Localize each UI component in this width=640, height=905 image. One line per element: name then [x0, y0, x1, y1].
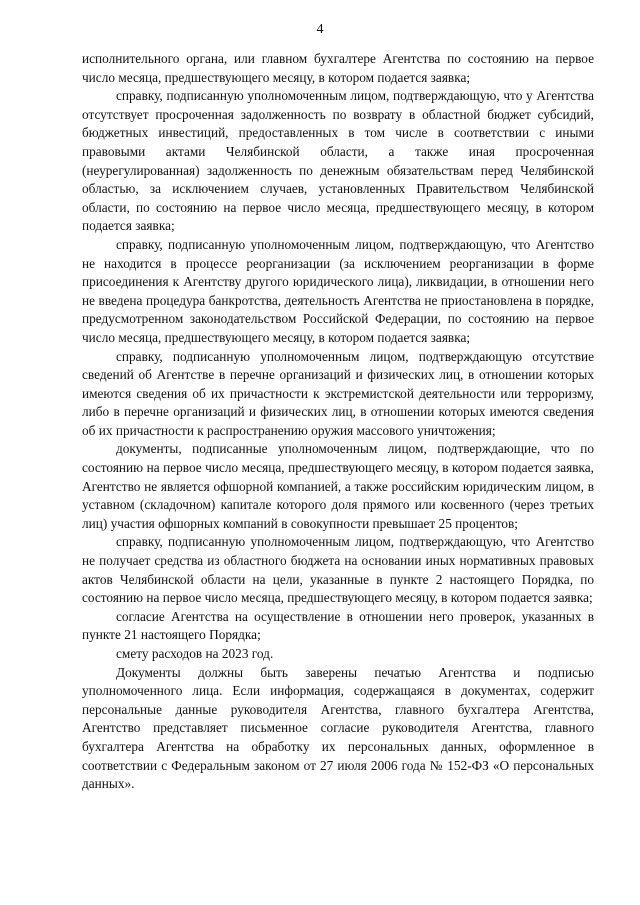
paragraph-continuation: исполнительного органа, или главном бухгалтере Агентства по состоянию на первое число месяца, предшествующего месяцу, в котором подается заявка; [82, 51, 594, 85]
page-number: 4 [316, 22, 324, 37]
paragraph-offshore-documents: документы, подписанные уполномоченным лицом, подтверждающие, что по состоянию на первое число месяца, предшествующего месяцу, в котором подается заявка, Агентство не является офшорной компанией, а также российским юридическим лицом, в уставном (складочном) капитале которого доля прямого или косвенного (через третьих лиц) участия офшорных компаний в совокупности превышает 25 процентов; [82, 441, 594, 531]
paragraph-reorganization-certificate: справку, подписанную уполномоченным лицом, подтверждающую, что Агентство не находится в процессе реорганизации (за исключением реорганизации в форме присоединения к Агентству другого юридического лица), ликвидации, в отношении него не введена процедура банкротства, деятельность Агентства не приостановлена в порядке, предусмотренном законодательством Российской Федерации, по состоянию на первое число месяца, предшествующего месяцу, в котором подается заявка; [82, 236, 594, 345]
paragraph-cost-estimate: смету расходов на 2023 год. [116, 646, 274, 661]
paragraph-inspection-consent: согласие Агентства на осуществление в отношении него проверок, указанных в пункте 21 настоящего Порядка; [82, 608, 594, 643]
paragraph-arrears-certificate: справку, подписанную уполномоченным лицом, подтверждающую, что у Агентства отсутствует просроченная задолженность по возврату в областной бюджет субсидий, бюджетных инвестиций, предоставленных в том числе в соответствии с иными правовыми актами Челябинской области, а также иная просроченная (неурегулированная) задолженность по денежным обязательствам перед Челябинской областью, за исключением случаев, установленных Правительством Челябинской области, по состоянию на первое число месяца, предшествующего месяцу, в котором подается заявка; [82, 88, 594, 234]
paragraph-certification-requirements: Документы должны быть заверены печатью Агентства и подписью уполномоченного лица. Если информация, содержащаяся в документах, содержит персональные данные руководителя Агентства, главного бухгалтера Агентства, Агентство представляет письменное согласие руководителя Агентства, главного бухгалтера Агентства на обработку их персональных данных, оформленное в соответствии с Федеральным законом от 27 июля 2006 года № 152-ФЗ «О персональных данных». [82, 664, 594, 792]
body-text [82, 50, 594, 794]
paragraph-other-funds-certificate: справку, подписанную уполномоченным лицом, подтверждающую, что Агентство не получает средства из областного бюджета на основании иных нормативных правовых актов Челябинской области на цели, указанные в пункте 2 настоящего Порядка, по состоянию на первое число месяца, предшествующего месяцу, в котором подается заявка; [82, 534, 594, 606]
paragraph-extremism-list-certificate: справку, подписанную уполномоченным лицом, подтверждающую отсутствие сведений об Агентстве в перечне организаций и физических лиц, в отношении которых имеются сведения об их причастности к экстремистской деятельности или терроризму, либо в перечне организаций и физических лиц, в отношении которых имеются сведения об их причастности к распространению оружия массового уничтожения; [82, 348, 594, 438]
